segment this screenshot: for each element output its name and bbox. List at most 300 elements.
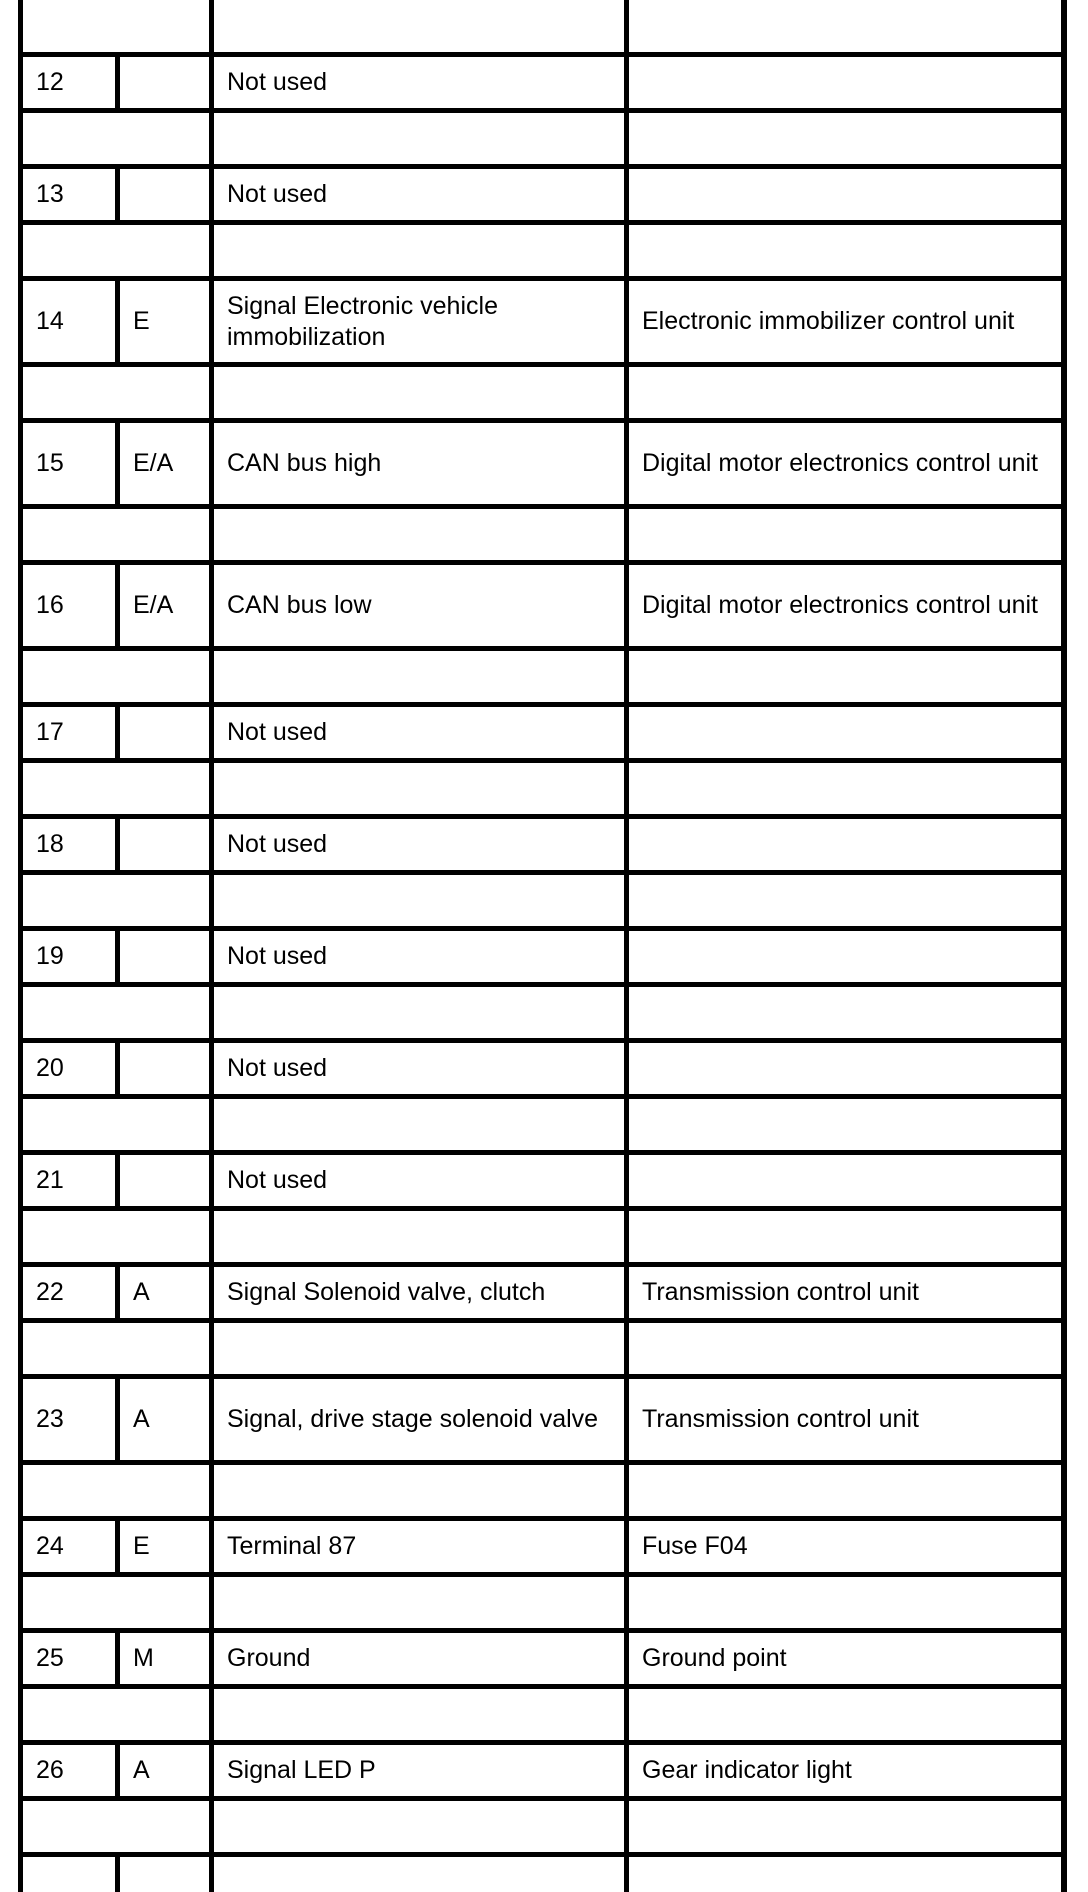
spacer-row: [18, 1094, 1067, 1150]
column-divider: [209, 560, 214, 646]
column-divider: [209, 1516, 214, 1572]
pin-number-cell: [23, 1857, 115, 1892]
pin-number-cell: [23, 565, 115, 646]
connection-cell: [629, 707, 1061, 758]
column-divider: [209, 1796, 214, 1852]
column-divider: [624, 52, 629, 108]
spacer-cell: [214, 1323, 624, 1374]
pin-assignment-table: [18, 0, 1067, 1892]
column-divider: [624, 926, 629, 982]
table-row: [18, 52, 1067, 108]
description-cell: [214, 707, 624, 758]
description-cell: [214, 1043, 624, 1094]
column-divider: [115, 926, 120, 982]
description-cell-text: Not used: [227, 1166, 328, 1194]
description-cell: [214, 1857, 624, 1892]
column-divider: [115, 560, 120, 646]
spacer-cell: [629, 875, 1061, 926]
column-divider: [624, 108, 629, 164]
signal-type-cell: [120, 169, 209, 220]
connection-cell: [629, 1521, 1061, 1572]
spacer-cell: [214, 113, 624, 164]
row-divider: [18, 982, 1067, 987]
spacer-row: [18, 1684, 1067, 1740]
spacer-row: [18, 1206, 1067, 1262]
spacer-cell: [214, 1689, 624, 1740]
signal-type-cell: [120, 281, 209, 362]
column-divider: [624, 1206, 629, 1262]
signal-type-cell-text: A: [133, 1278, 150, 1306]
spacer-cell: [214, 225, 624, 276]
column-divider: [624, 1628, 629, 1684]
spacer-cell: [23, 1465, 209, 1516]
pin-number-cell: [23, 57, 115, 108]
row-divider: [18, 758, 1067, 763]
pin-number-cell: [23, 1043, 115, 1094]
column-divider: [115, 702, 120, 758]
pin-number-cell: [23, 931, 115, 982]
description-cell: [214, 819, 624, 870]
column-divider: [209, 1374, 214, 1460]
column-divider: [209, 1628, 214, 1684]
column-divider: [624, 1318, 629, 1374]
connection-cell-text: Transmission control unit: [642, 1405, 919, 1433]
spacer-cell: [214, 987, 624, 1038]
spacer-row: [18, 1572, 1067, 1628]
description-cell: [214, 1521, 624, 1572]
column-divider: [624, 1740, 629, 1796]
column-divider: [209, 758, 214, 814]
description-cell-text: Not used: [227, 180, 328, 208]
spacer-cell: [23, 113, 209, 164]
spacer-row: [18, 504, 1067, 560]
column-divider: [624, 1796, 629, 1852]
table-row: [18, 1374, 1067, 1460]
description-cell-text: Not used: [227, 942, 328, 970]
pin-number-cell: [23, 169, 115, 220]
connection-cell: [629, 819, 1061, 870]
spacer-row: [18, 758, 1067, 814]
column-divider: [209, 1038, 214, 1094]
signal-type-cell: [120, 1521, 209, 1572]
description-cell-text: Terminal 87: [227, 1532, 357, 1560]
spacer-cell: [629, 1323, 1061, 1374]
spacer-cell: [23, 1801, 209, 1852]
column-divider: [624, 1460, 629, 1516]
column-divider: [624, 1374, 629, 1460]
column-divider: [115, 814, 120, 870]
pin-number-cell: [23, 1155, 115, 1206]
description-cell-text: Not used: [227, 830, 328, 858]
description-cell: [214, 1633, 624, 1684]
pin-number-cell: [23, 819, 115, 870]
connection-cell: [629, 169, 1061, 220]
connection-cell: [629, 423, 1061, 504]
row-divider: [18, 702, 1067, 707]
spacer-row: [18, 0, 1067, 52]
pin-number-cell-text: 18: [36, 830, 64, 858]
signal-type-cell-text: E: [133, 1532, 150, 1560]
spacer-cell: [629, 367, 1061, 418]
description-cell: [214, 1379, 624, 1460]
row-divider: [18, 1374, 1067, 1379]
spacer-cell: [23, 875, 209, 926]
column-divider: [624, 702, 629, 758]
column-divider: [209, 1262, 214, 1318]
connection-cell-text: Electronic immobilizer control unit: [642, 307, 1015, 335]
column-divider: [209, 646, 214, 702]
table-row: [18, 1262, 1067, 1318]
column-divider: [624, 560, 629, 646]
row-divider: [18, 646, 1067, 651]
column-divider: [209, 1206, 214, 1262]
pin-number-cell-text: 17: [36, 718, 64, 746]
signal-type-cell-text: E/A: [133, 449, 174, 477]
column-divider: [624, 814, 629, 870]
table-row: [18, 926, 1067, 982]
row-divider: [18, 1094, 1067, 1099]
table-row: [18, 418, 1067, 504]
spacer-cell: [629, 1211, 1061, 1262]
signal-type-cell: [120, 565, 209, 646]
description-cell: [214, 57, 624, 108]
spacer-row: [18, 1318, 1067, 1374]
row-divider: [18, 1460, 1067, 1465]
spacer-row: [18, 362, 1067, 418]
table-row: [18, 1852, 1067, 1892]
column-divider: [115, 1262, 120, 1318]
column-divider: [209, 108, 214, 164]
description-cell: [214, 1267, 624, 1318]
column-divider: [115, 418, 120, 504]
description-cell: [214, 1155, 624, 1206]
pin-number-cell-text: 13: [36, 180, 64, 208]
description-cell-text: Not used: [227, 68, 328, 96]
table-row: [18, 1628, 1067, 1684]
column-divider: [624, 418, 629, 504]
connection-cell: [629, 1857, 1061, 1892]
spacer-cell: [23, 651, 209, 702]
signal-type-cell: [120, 931, 209, 982]
signal-type-cell: [120, 1745, 209, 1796]
connection-cell: [629, 57, 1061, 108]
column-divider: [624, 1150, 629, 1206]
spacer-cell: [214, 1801, 624, 1852]
spacer-cell: [629, 987, 1061, 1038]
spacer-cell: [23, 367, 209, 418]
row-divider: [18, 1038, 1067, 1043]
pin-number-cell: [23, 707, 115, 758]
signal-type-cell: [120, 1267, 209, 1318]
table-row: [18, 1150, 1067, 1206]
row-divider: [18, 870, 1067, 875]
signal-type-cell-text: A: [133, 1405, 150, 1433]
spacer-cell: [629, 0, 1061, 52]
signal-type-cell: [120, 57, 209, 108]
connection-cell: [629, 1379, 1061, 1460]
row-divider: [18, 164, 1067, 169]
spacer-cell: [214, 651, 624, 702]
column-divider: [115, 1038, 120, 1094]
connection-cell-text: Fuse F04: [642, 1532, 748, 1560]
description-cell: [214, 281, 624, 362]
pin-number-cell: [23, 281, 115, 362]
column-divider: [624, 1094, 629, 1150]
spacer-cell: [23, 1323, 209, 1374]
column-divider: [115, 276, 120, 362]
spacer-cell: [23, 763, 209, 814]
column-divider: [209, 1572, 214, 1628]
spacer-cell: [629, 1689, 1061, 1740]
pin-number-cell-text: 21: [36, 1166, 64, 1194]
pin-number-cell-text: 19: [36, 942, 64, 970]
column-divider: [209, 504, 214, 560]
signal-type-cell: [120, 707, 209, 758]
spacer-cell: [629, 1099, 1061, 1150]
pin-number-cell-text: 14: [36, 307, 64, 335]
row-divider: [18, 560, 1067, 565]
signal-type-cell-text: A: [133, 1756, 150, 1784]
spacer-row: [18, 870, 1067, 926]
pin-number-cell-text: 26: [36, 1756, 64, 1784]
pin-number-cell-text: 15: [36, 449, 64, 477]
spacer-cell: [23, 509, 209, 560]
column-divider: [209, 1684, 214, 1740]
connection-cell: [629, 1745, 1061, 1796]
spacer-cell: [629, 651, 1061, 702]
spacer-cell: [629, 1465, 1061, 1516]
description-cell: [214, 169, 624, 220]
spacer-cell: [629, 509, 1061, 560]
connection-cell-text: Transmission control unit: [642, 1278, 919, 1306]
row-divider: [18, 1516, 1067, 1521]
pin-number-cell: [23, 1745, 115, 1796]
signal-type-cell: [120, 1043, 209, 1094]
table-row: [18, 560, 1067, 646]
spacer-cell: [23, 1211, 209, 1262]
description-cell-text: Signal LED P: [227, 1756, 376, 1784]
column-divider: [209, 418, 214, 504]
column-divider: [115, 1740, 120, 1796]
row-divider: [18, 926, 1067, 931]
pin-number-cell-text: 12: [36, 68, 64, 96]
description-cell-text: Signal Electronic vehicle immobilization: [227, 291, 498, 351]
connection-cell: [629, 281, 1061, 362]
column-divider: [624, 870, 629, 926]
connection-cell: [629, 1633, 1061, 1684]
column-divider: [209, 276, 214, 362]
table-row: [18, 814, 1067, 870]
spacer-cell: [629, 225, 1061, 276]
description-cell-text: Signal, drive stage solenoid valve: [227, 1405, 599, 1433]
pin-number-cell: [23, 423, 115, 504]
row-divider: [18, 1628, 1067, 1633]
signal-type-cell: [120, 1155, 209, 1206]
table-row: [18, 702, 1067, 758]
description-cell-text: Not used: [227, 718, 328, 746]
column-divider: [209, 814, 214, 870]
row-divider: [18, 1262, 1067, 1267]
row-divider: [18, 1740, 1067, 1745]
row-divider: [18, 1318, 1067, 1323]
pin-number-cell: [23, 1267, 115, 1318]
column-divider: [115, 1516, 120, 1572]
column-divider: [624, 362, 629, 418]
spacer-row: [18, 982, 1067, 1038]
connection-cell: [629, 1043, 1061, 1094]
pin-number-cell: [23, 1521, 115, 1572]
spacer-cell: [629, 113, 1061, 164]
row-divider: [18, 362, 1067, 367]
spacer-cell: [23, 225, 209, 276]
column-divider: [209, 1852, 214, 1892]
column-divider: [624, 1852, 629, 1892]
connection-cell-text: Gear indicator light: [642, 1756, 852, 1784]
table-row: [18, 1038, 1067, 1094]
signal-type-cell: [120, 819, 209, 870]
column-divider: [209, 1740, 214, 1796]
table-row: [18, 164, 1067, 220]
column-divider: [209, 1150, 214, 1206]
spacer-cell: [23, 0, 209, 52]
column-divider: [624, 164, 629, 220]
column-divider: [624, 1262, 629, 1318]
description-cell-text: CAN bus high: [227, 449, 382, 477]
row-divider: [18, 1150, 1067, 1155]
spacer-row: [18, 646, 1067, 702]
spacer-cell: [23, 987, 209, 1038]
description-cell: [214, 423, 624, 504]
spacer-cell: [214, 875, 624, 926]
pin-number-cell: [23, 1633, 115, 1684]
column-divider: [624, 220, 629, 276]
row-divider: [18, 276, 1067, 281]
description-cell: [214, 1745, 624, 1796]
signal-type-cell: [120, 423, 209, 504]
table-row: [18, 1516, 1067, 1572]
row-divider: [18, 220, 1067, 225]
pin-number-cell-text: 23: [36, 1405, 64, 1433]
column-divider: [115, 1852, 120, 1892]
spacer-cell: [214, 367, 624, 418]
table-row: [18, 1740, 1067, 1796]
column-divider: [624, 1038, 629, 1094]
column-divider: [624, 758, 629, 814]
spacer-cell: [629, 763, 1061, 814]
column-divider: [209, 982, 214, 1038]
column-divider: [209, 1094, 214, 1150]
column-divider: [624, 1572, 629, 1628]
row-divider: [18, 108, 1067, 113]
connection-cell-text: Digital motor electronics control unit: [642, 591, 1038, 619]
pin-number-cell-text: 22: [36, 1278, 64, 1306]
column-divider: [115, 1150, 120, 1206]
column-divider: [115, 52, 120, 108]
column-divider: [624, 1684, 629, 1740]
spacer-cell: [23, 1689, 209, 1740]
column-divider: [624, 504, 629, 560]
column-divider: [209, 702, 214, 758]
row-divider: [18, 1852, 1067, 1857]
column-divider: [209, 52, 214, 108]
signal-type-cell: [120, 1633, 209, 1684]
pin-number-cell-text: 25: [36, 1644, 64, 1672]
row-divider: [18, 1796, 1067, 1801]
description-cell: [214, 931, 624, 982]
connection-cell: [629, 565, 1061, 646]
pin-number-cell-text: 20: [36, 1054, 64, 1082]
spacer-row: [18, 220, 1067, 276]
connection-cell: [629, 1155, 1061, 1206]
spacer-row: [18, 1796, 1067, 1852]
row-divider: [18, 1684, 1067, 1689]
spacer-cell: [214, 763, 624, 814]
spacer-row: [18, 1460, 1067, 1516]
connection-cell: [629, 931, 1061, 982]
spacer-cell: [629, 1577, 1061, 1628]
spacer-cell: [214, 1211, 624, 1262]
column-divider: [115, 1374, 120, 1460]
description-cell-text: Not used: [227, 1054, 328, 1082]
spacer-cell: [23, 1099, 209, 1150]
pin-number-cell-text: 16: [36, 591, 64, 619]
spacer-cell: [214, 0, 624, 52]
connection-cell-text: Digital motor electronics control unit: [642, 449, 1038, 477]
row-divider: [18, 1572, 1067, 1577]
column-divider: [624, 276, 629, 362]
spacer-cell: [23, 1577, 209, 1628]
signal-type-cell: [120, 1379, 209, 1460]
column-divider: [209, 220, 214, 276]
column-divider: [209, 926, 214, 982]
pin-number-cell: [23, 1379, 115, 1460]
spacer-cell: [214, 509, 624, 560]
signal-type-cell-text: E/A: [133, 591, 174, 619]
column-divider: [209, 0, 214, 52]
signal-type-cell-text: M: [133, 1644, 154, 1672]
table-row: [18, 276, 1067, 362]
spacer-cell: [629, 1801, 1061, 1852]
pin-number-cell-text: 24: [36, 1532, 64, 1560]
row-divider: [18, 1206, 1067, 1211]
connection-cell: [629, 1267, 1061, 1318]
row-divider: [18, 52, 1067, 57]
spacer-cell: [214, 1577, 624, 1628]
column-divider: [209, 164, 214, 220]
column-divider: [624, 646, 629, 702]
spacer-cell: [214, 1099, 624, 1150]
column-divider: [209, 1460, 214, 1516]
spacer-row: [18, 108, 1067, 164]
connection-cell-text: Ground point: [642, 1644, 787, 1672]
description-cell-text: Signal Solenoid valve, clutch: [227, 1278, 546, 1306]
row-divider: [18, 418, 1067, 423]
column-divider: [115, 1628, 120, 1684]
description-cell: [214, 565, 624, 646]
column-divider: [209, 870, 214, 926]
signal-type-cell-text: E: [133, 307, 150, 335]
signal-type-cell: [120, 1857, 209, 1892]
spacer-cell: [214, 1465, 624, 1516]
column-divider: [624, 0, 629, 52]
column-divider: [115, 164, 120, 220]
description-cell-text: Ground: [227, 1644, 311, 1672]
column-divider: [209, 1318, 214, 1374]
column-divider: [209, 362, 214, 418]
row-divider: [18, 814, 1067, 819]
column-divider: [624, 1516, 629, 1572]
row-divider: [18, 504, 1067, 509]
